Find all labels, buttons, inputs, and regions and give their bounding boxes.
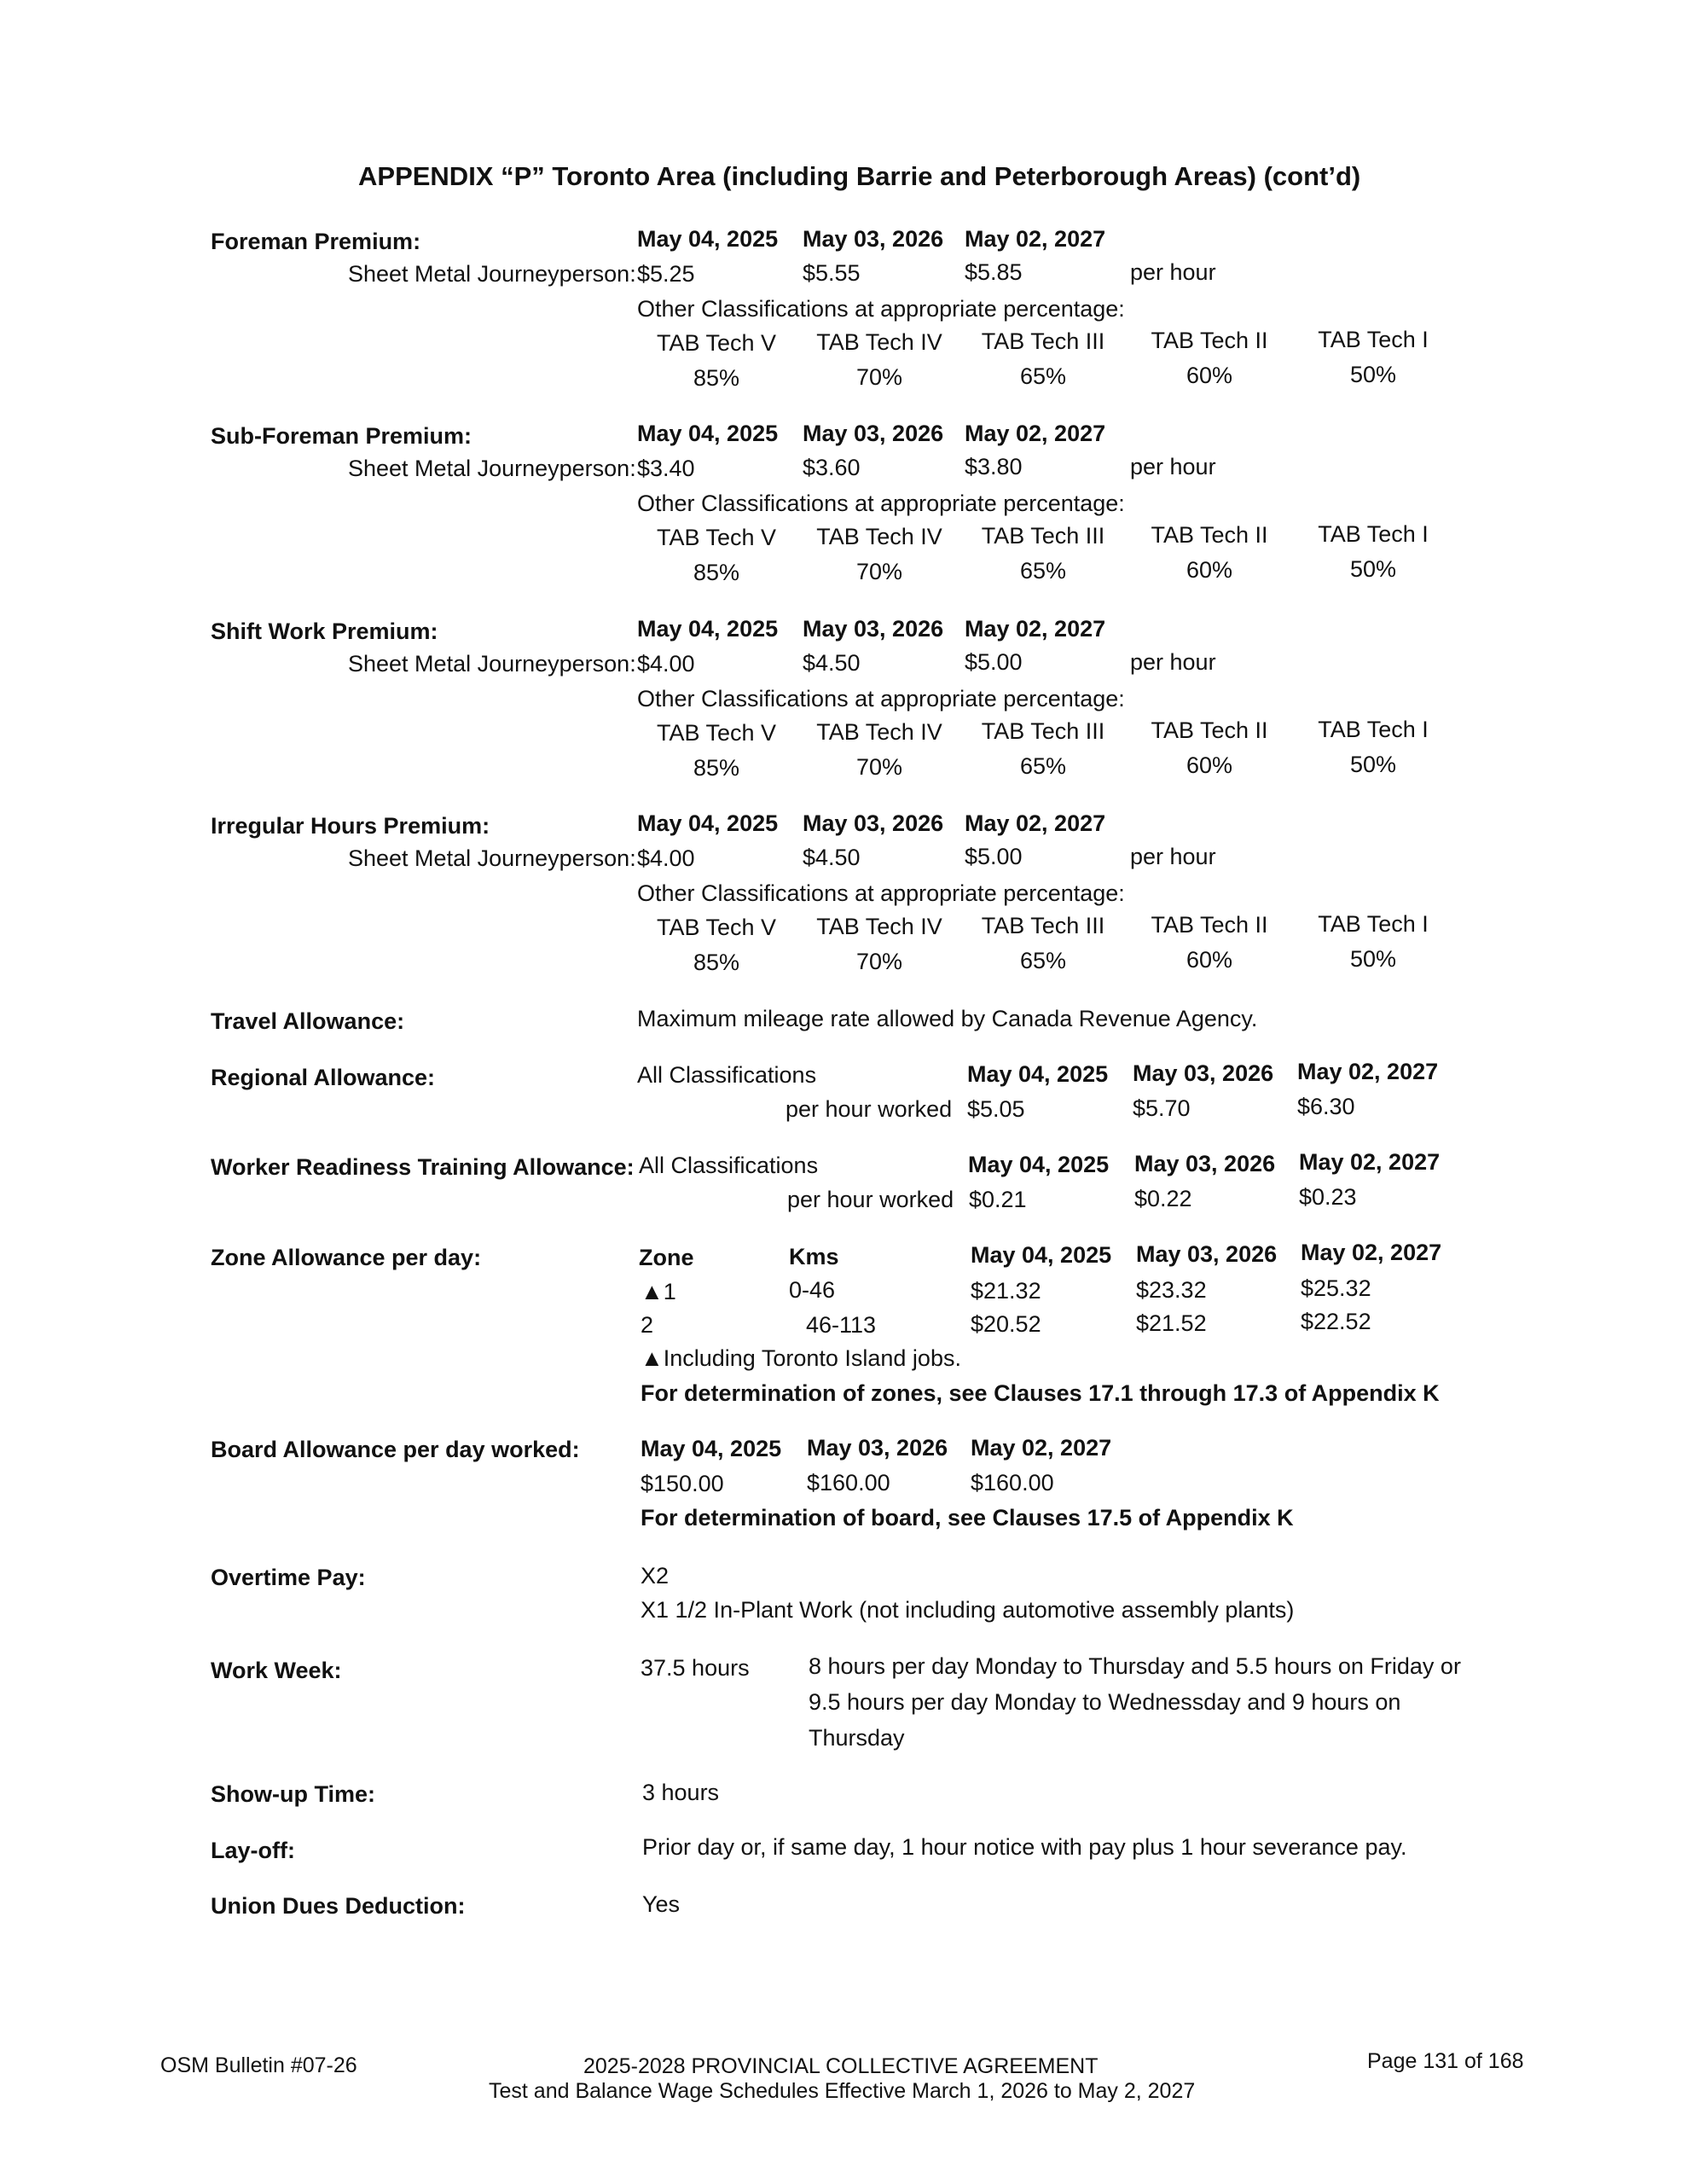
all-classifications: All Classifications xyxy=(637,1062,817,1088)
tech-pct: 65% xyxy=(1019,363,1067,389)
tech-label: TAB Tech III xyxy=(981,328,1105,354)
tech-pct: 65% xyxy=(1019,753,1067,779)
date-header-1: May 04, 2025 xyxy=(637,421,779,446)
rate-3: $5.00 xyxy=(965,649,1023,675)
zone-row-zone: ▲1 xyxy=(641,1279,676,1304)
tech-label: TAB Tech I xyxy=(1318,521,1429,547)
all-classifications: All Classifications xyxy=(639,1153,819,1178)
tech-label: TAB Tech III xyxy=(981,718,1105,744)
zone-row-kms: 0-46 xyxy=(789,1277,836,1303)
footer-bulletin: OSM Bulletin #07-26 xyxy=(160,2053,357,2077)
zone-row-kms: 46-113 xyxy=(806,1312,877,1338)
date-header-3: May 02, 2027 xyxy=(1297,1059,1439,1084)
rate-3: $3.80 xyxy=(965,454,1023,479)
other-classifications: Other Classifications at appropriate percentage: xyxy=(637,686,1125,712)
per-hour-label: per hour xyxy=(1130,454,1216,479)
lay-off-label: Lay-off: xyxy=(211,1838,295,1863)
rate-2: $4.50 xyxy=(803,650,861,676)
zone-row-rate: $21.32 xyxy=(971,1278,1041,1304)
per-hour-worked: per hour worked xyxy=(787,1187,954,1212)
date-header-3: May 02, 2027 xyxy=(1299,1149,1441,1175)
date-header-1: May 04, 2025 xyxy=(641,1436,782,1461)
irregular-hours-premium-label: Irregular Hours Premium: xyxy=(211,813,490,839)
rate-1: $5.05 xyxy=(967,1096,1025,1122)
tech-label: TAB Tech I xyxy=(1318,327,1429,352)
work-week-label: Work Week: xyxy=(211,1658,342,1683)
date-header-2: May 03, 2026 xyxy=(1133,1060,1274,1086)
zone-row-rate: $21.52 xyxy=(1136,1310,1207,1336)
date-header-2: May 03, 2026 xyxy=(803,421,944,446)
show-up-time-value: 3 hours xyxy=(642,1780,720,1805)
zone-row-zone: 2 xyxy=(641,1312,654,1338)
work-week-hours: 37.5 hours xyxy=(641,1655,750,1681)
rate-2: $3.60 xyxy=(803,455,861,480)
journeyperson-label: Sheet Metal Journeyperson: xyxy=(348,651,636,677)
date-header-2: May 03, 2026 xyxy=(803,810,944,836)
rate-3: $0.23 xyxy=(1299,1184,1357,1210)
tech-pct: 60% xyxy=(1186,752,1233,778)
tech-pct: 70% xyxy=(855,754,903,780)
date-header-1: May 04, 2025 xyxy=(968,1152,1110,1177)
other-classifications: Other Classifications at appropriate percentage: xyxy=(637,296,1125,322)
tech-label: TAB Tech III xyxy=(981,523,1105,549)
rate-1: $3.40 xyxy=(637,456,695,481)
tech-label: TAB Tech I xyxy=(1318,911,1429,937)
tech-label: TAB Tech II xyxy=(1151,717,1268,743)
tech-pct: 70% xyxy=(855,559,903,584)
journeyperson-label: Sheet Metal Journeyperson: xyxy=(348,261,636,287)
rate-1: $4.00 xyxy=(637,651,695,677)
zone-column-header: Zone xyxy=(639,1245,694,1270)
overtime-pay-label: Overtime Pay: xyxy=(211,1565,366,1590)
regional-allowance-label: Regional Allowance: xyxy=(211,1065,436,1090)
tech-label: TAB Tech III xyxy=(981,913,1105,938)
foreman-premium-label: Foreman Premium: xyxy=(211,229,421,254)
union-dues-value: Yes xyxy=(642,1891,681,1917)
overtime-pay-double: X2 xyxy=(641,1563,670,1589)
tech-pct: 65% xyxy=(1019,948,1067,973)
tech-label: TAB Tech IV xyxy=(816,914,942,939)
tech-pct: 85% xyxy=(693,755,740,781)
footer-page-number: Page 131 of 168 xyxy=(1367,2049,1524,2073)
tech-pct: 50% xyxy=(1349,556,1397,582)
footer-agreement-title: 2025-2028 PROVINCIAL COLLECTIVE AGREEMENT xyxy=(583,2054,1099,2078)
tech-pct: 70% xyxy=(855,364,903,390)
footer-schedule-effective: Test and Balance Wage Schedules Effective March 1, 2026 to May 2, 2027 xyxy=(489,2079,1196,2103)
per-hour-label: per hour xyxy=(1130,649,1216,675)
rate-1: $150.00 xyxy=(641,1471,724,1496)
date-header-3: May 02, 2027 xyxy=(971,1435,1112,1461)
zone-row-rate: $22.52 xyxy=(1301,1309,1371,1334)
zone-note: ▲Including Toronto Island jobs. xyxy=(641,1345,961,1371)
rate-3: $5.00 xyxy=(965,844,1023,869)
zone-row-rate: $25.32 xyxy=(1301,1275,1371,1301)
work-week-line: 9.5 hours per day Monday to Wednessday and 9 hours on xyxy=(809,1689,1401,1715)
lay-off-value: Prior day or, if same day, 1 hour notice with pay plus 1 hour severance pay. xyxy=(642,1834,1407,1860)
tech-label: TAB Tech V xyxy=(656,330,777,356)
tech-pct: 60% xyxy=(1186,363,1233,388)
show-up-time-label: Show-up Time: xyxy=(211,1781,375,1807)
tech-label: TAB Tech V xyxy=(656,720,777,746)
tech-pct: 60% xyxy=(1186,947,1233,973)
rate-2: $5.55 xyxy=(803,260,861,286)
tech-label: TAB Tech II xyxy=(1151,522,1268,548)
tech-label: TAB Tech V xyxy=(656,915,777,940)
date-header-3: May 02, 2027 xyxy=(1301,1240,1442,1265)
date-header-1: May 04, 2025 xyxy=(971,1242,1112,1268)
date-header-1: May 04, 2025 xyxy=(637,226,779,252)
tech-pct: 50% xyxy=(1349,362,1397,387)
rate-3: $6.30 xyxy=(1297,1094,1355,1119)
journeyperson-label: Sheet Metal Journeyperson: xyxy=(348,456,636,481)
union-dues-label: Union Dues Deduction: xyxy=(211,1893,466,1919)
date-header-1: May 04, 2025 xyxy=(637,616,779,642)
date-header-2: May 03, 2026 xyxy=(803,226,944,252)
date-header-3: May 02, 2027 xyxy=(965,226,1106,252)
kms-column-header: Kms xyxy=(789,1244,839,1269)
tech-pct: 70% xyxy=(855,949,903,974)
tech-pct: 85% xyxy=(693,950,740,975)
overtime-pay-in-plant: X1 1/2 In-Plant Work (not including automotive assembly plants) xyxy=(641,1597,1295,1623)
other-classifications: Other Classifications at appropriate percentage: xyxy=(637,880,1125,906)
rate-2: $160.00 xyxy=(807,1470,890,1496)
tech-pct: 60% xyxy=(1186,557,1233,583)
tech-label: TAB Tech IV xyxy=(816,719,942,745)
tech-label: TAB Tech II xyxy=(1151,328,1268,353)
rate-2: $4.50 xyxy=(803,845,861,870)
tech-label: TAB Tech V xyxy=(656,525,777,550)
zone-allowance-label: Zone Allowance per day: xyxy=(211,1245,482,1270)
rate-2: $0.22 xyxy=(1134,1186,1192,1211)
date-header-2: May 03, 2026 xyxy=(1134,1151,1276,1176)
sub-foreman-premium-label: Sub-Foreman Premium: xyxy=(211,423,472,449)
tech-pct: 50% xyxy=(1349,752,1397,777)
tech-label: TAB Tech IV xyxy=(816,524,942,549)
date-header-2: May 03, 2026 xyxy=(807,1435,948,1461)
per-hour-label: per hour xyxy=(1130,259,1216,285)
travel-allowance-value: Maximum mileage rate allowed by Canada Revenue Agency. xyxy=(637,1006,1258,1031)
work-week-line: 8 hours per day Monday to Thursday and 5.5 hours on Friday or xyxy=(809,1653,1461,1679)
rate-1: $0.21 xyxy=(969,1187,1027,1212)
date-header-1: May 04, 2025 xyxy=(967,1061,1109,1087)
worker-readiness-label: Worker Readiness Training Allowance: xyxy=(211,1154,635,1180)
date-header-3: May 02, 2027 xyxy=(965,810,1106,836)
date-header-2: May 03, 2026 xyxy=(803,616,944,642)
date-header-3: May 02, 2027 xyxy=(965,616,1106,642)
date-header-3: May 02, 2027 xyxy=(965,421,1106,446)
per-hour-worked: per hour worked xyxy=(786,1096,953,1122)
rate-2: $5.70 xyxy=(1133,1095,1191,1121)
date-header-2: May 03, 2026 xyxy=(1136,1241,1278,1267)
per-hour-label: per hour xyxy=(1130,844,1216,869)
zone-determination: For determination of zones, see Clauses 17.1 through 17.3 of Appendix K xyxy=(641,1380,1440,1406)
tech-label: TAB Tech IV xyxy=(816,329,942,355)
tech-pct: 65% xyxy=(1019,558,1067,584)
tech-label: TAB Tech I xyxy=(1318,717,1429,742)
journeyperson-label: Sheet Metal Journeyperson: xyxy=(348,845,636,871)
rate-3: $160.00 xyxy=(971,1470,1054,1496)
shift-work-premium-label: Shift Work Premium: xyxy=(211,619,438,644)
page-title: APPENDIX “P” Toronto Area (including Barrie and Peterborough Areas) (cont’d) xyxy=(358,161,1361,191)
board-determination: For determination of board, see Clauses 17.5 of Appendix K xyxy=(641,1505,1294,1531)
travel-allowance-label: Travel Allowance: xyxy=(211,1008,405,1034)
other-classifications: Other Classifications at appropriate percentage: xyxy=(637,491,1125,516)
rate-1: $5.25 xyxy=(637,261,695,287)
rate-3: $5.85 xyxy=(965,259,1023,285)
date-header-1: May 04, 2025 xyxy=(637,810,779,836)
rate-1: $4.00 xyxy=(637,845,695,871)
work-week-line: Thursday xyxy=(809,1725,905,1751)
tech-pct: 50% xyxy=(1349,946,1397,972)
tech-pct: 85% xyxy=(693,560,740,585)
zone-row-rate: $23.32 xyxy=(1136,1277,1207,1303)
tech-label: TAB Tech II xyxy=(1151,912,1268,938)
tech-pct: 85% xyxy=(693,365,740,391)
zone-row-rate: $20.52 xyxy=(971,1311,1041,1337)
board-allowance-label: Board Allowance per day worked: xyxy=(211,1437,580,1462)
